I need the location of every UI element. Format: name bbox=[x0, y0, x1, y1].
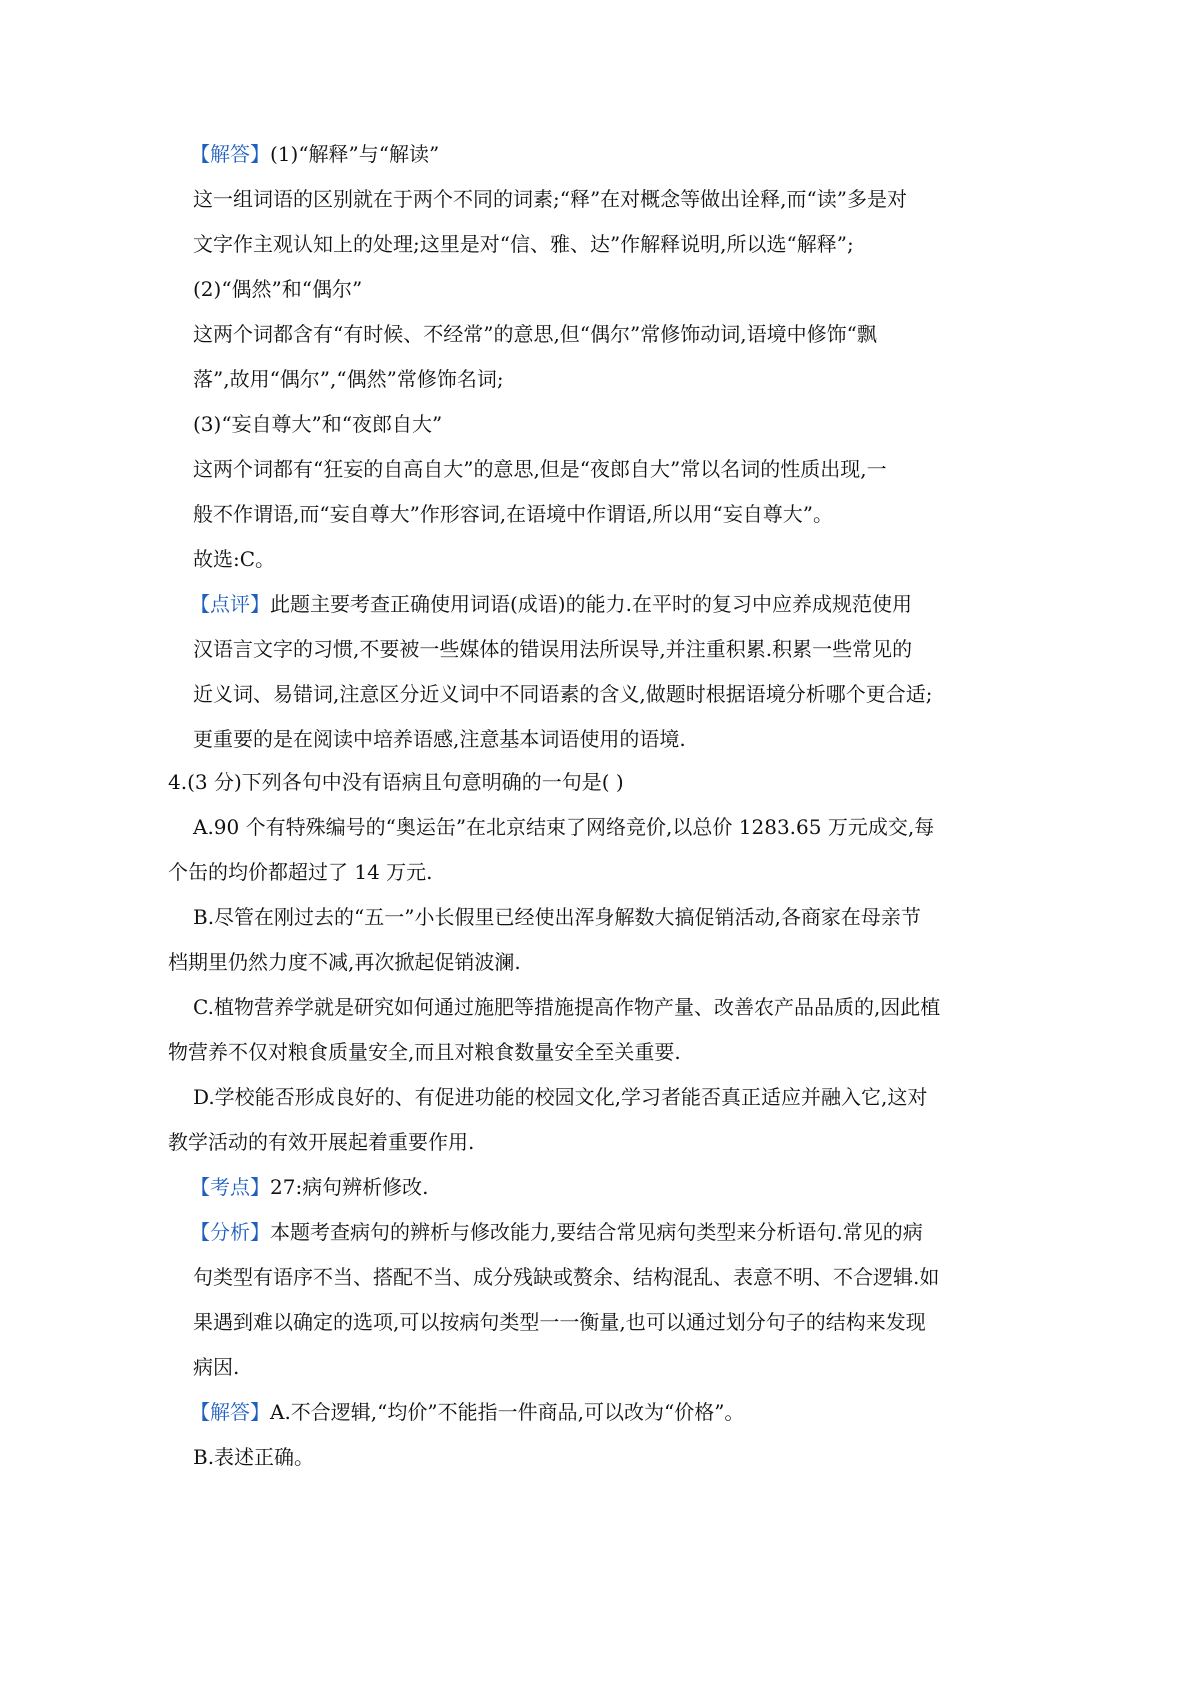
test-point-line bbox=[190, 1173, 429, 1201]
answer-item-3-heading: (3)“妄自尊大”和“夜郎自大” bbox=[193, 412, 443, 436]
analysis-line-4: 病因. bbox=[193, 1355, 240, 1379]
analysis-line-2: 句类型有语序不当、搭配不当、成分残缺或赘余、结构混乱、表意不明、不合逻辑.如 bbox=[193, 1265, 940, 1289]
comment-line-4: 更重要的是在阅读中培养语感,注意基本词语使用的语境. bbox=[193, 727, 686, 751]
comment-tag: 【点评】 bbox=[190, 592, 270, 616]
analysis-text-1: 本题考查病句的辨析与修改能力,要结合常见病句类型来分析语句.常见的病 bbox=[270, 1220, 923, 1244]
answer-tag-q4: 【解答】 bbox=[190, 1400, 270, 1424]
analysis-line-1 bbox=[190, 1218, 923, 1246]
test-point-tag: 【考点】 bbox=[190, 1175, 270, 1199]
answer-heading-q3 bbox=[190, 140, 439, 168]
comment-line-3: 近义词、易错词,注意区分近义词中不同语素的含义,做题时根据语境分析哪个更合适; bbox=[193, 682, 933, 706]
option-c-line-1: C.植物营养学就是研究如何通过施肥等措施提高作物产量、改善农产品品质的,因此植 bbox=[193, 995, 941, 1019]
answer-item-1-line-1: 这一组词语的区别就在于两个不同的词素;“释”在对概念等做出诠释,而“读”多是对 bbox=[193, 187, 907, 211]
option-b-line-1: B.尽管在刚过去的“五一”小长假里已经使出浑身解数大搞促销活动,各商家在母亲节 bbox=[193, 905, 921, 929]
comment-line-1 bbox=[190, 590, 912, 618]
answer-a-text: A.不合逻辑,“均价”不能指一件商品,可以改为“价格”。 bbox=[270, 1400, 745, 1424]
answer-item-2-line-2: 落”,故用“偶尔”,“偶然”常修饰名词; bbox=[193, 367, 504, 391]
option-b-line-2: 档期里仍然力度不减,再次掀起促销波澜. bbox=[168, 950, 521, 974]
answer-item-3-line-2: 般不作谓语,而“妄自尊大”作形容词,在语境中作谓语,所以用“妄自尊大”。 bbox=[193, 502, 833, 526]
answer-choice: 故选:C。 bbox=[193, 547, 276, 571]
answer-tag: 【解答】 bbox=[190, 142, 270, 166]
answer-heading-q4 bbox=[190, 1398, 744, 1426]
test-point-text: 27:病句辨析修改. bbox=[270, 1175, 429, 1199]
question-4-stem: 4.(3 分)下列各句中没有语病且句意明确的一句是( ) bbox=[168, 770, 624, 794]
option-c-line-2: 物营养不仅对粮食质量安全,而且对粮食数量安全至关重要. bbox=[168, 1040, 681, 1064]
option-d-line-1: D.学校能否形成良好的、有促进功能的校园文化,学习者能否真正适应并融入它,这对 bbox=[193, 1085, 928, 1109]
answer-item-3-line-1: 这两个词都有“狂妄的自高自大”的意思,但是“夜郎自大”常以名词的性质出现,一 bbox=[193, 457, 887, 481]
option-d-line-2: 教学活动的有效开展起着重要作用. bbox=[168, 1130, 475, 1154]
answer-b-text: B.表述正确。 bbox=[193, 1445, 315, 1469]
answer-item-1-line-2: 文字作主观认知上的处理;这里是对“信、雅、达”作解释说明,所以选“解释”; bbox=[193, 232, 854, 256]
option-a-line-2: 个缶的均价都超过了 14 万元. bbox=[168, 860, 433, 884]
analysis-line-3: 果遇到难以确定的选项,可以按病句类型一一衡量,也可以通过划分句子的结构来发现 bbox=[193, 1310, 926, 1334]
comment-line-2: 汉语言文字的习惯,不要被一些媒体的错误用法所误导,并注重积累.积累一些常见的 bbox=[193, 637, 913, 661]
option-a-line-1: A.90 个有特殊编号的“奥运缶”在北京结束了网络竞价,以总价 1283.65 万元成交,每 bbox=[193, 815, 935, 839]
answer-item-1-heading: (1)“解释”与“解读” bbox=[270, 142, 440, 166]
analysis-tag: 【分析】 bbox=[190, 1220, 270, 1244]
comment-text-1: 此题主要考查正确使用词语(成语)的能力.在平时的复习中应养成规范使用 bbox=[270, 592, 912, 616]
answer-item-2-heading: (2)“偶然”和“偶尔” bbox=[193, 277, 363, 301]
answer-item-2-line-1: 这两个词都含有“有时候、不经常”的意思,但“偶尔”常修饰动词,语境中修饰“飘 bbox=[193, 322, 877, 346]
